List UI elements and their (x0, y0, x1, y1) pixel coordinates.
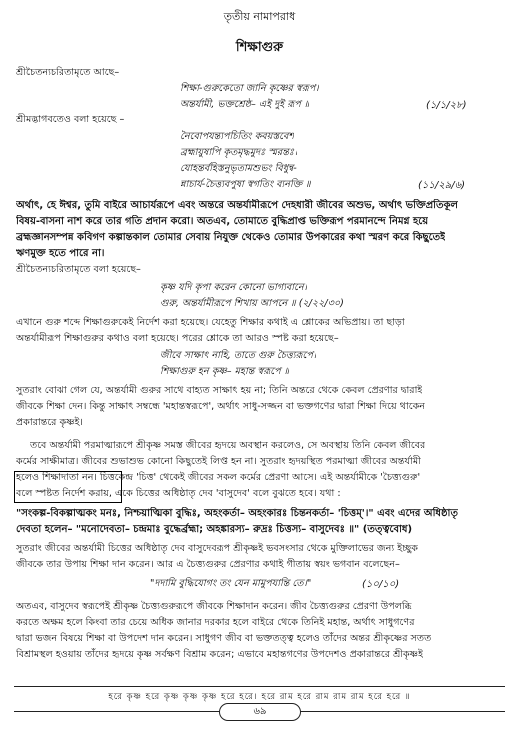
verse-reference: (১১/২৯/৬) (418, 180, 466, 191)
text-line: অতএব, বাসুদেব স্বরূপেই শ্রীকৃষ্ণ চৈত্ত্যগুরুরূপে জীবকে শিক্ষাদান করেন। জীব চৈত্ত্যগুরুর প্রেরণা উপলব্ধি (16, 601, 412, 612)
text-line: কর্মের সাক্ষীমাত্র। জীবের শুভাশুভ কোনো কিছুতেই লিপ্ত হন না। সুতরাং হৃদয়স্থিত পরমাত্মা জীবের অন্তর্যামী (16, 456, 421, 467)
text-line: করতে অক্ষম হলে কিংবা তার চেয়ে অধিক জানার দরকার হলে বাইরে থেকে তিনিই মহান্ত, অর্থাৎ সাধুগণের (16, 617, 415, 628)
text-line: শ্রীচৈতন্যচরিতামৃতে বলা হয়েছে– (16, 264, 141, 275)
text-line: শ্রীচৈতন্যচরিতামৃতে আছে– (16, 67, 120, 78)
text-line: শ্রীমদ্ভাগবতেও বলা হয়েছে – (16, 114, 125, 125)
text-line: জীবকে তার উপায় শিক্ষা দান করেন। আর এ চৈত্ত্যগুরুর প্রেরণার কথাই গীতায় স্বয়ং ভগবান বলেছেন– (16, 559, 400, 570)
text-line: দ্বারা ভজন বিষয়ে শিক্ষা বা উপদেশ দান করেন। সাধুগণ জীব বা ভক্ততত্ত্ব হলেও তাঁদের অন্তর শ্রীকৃষ্ণের সতত (16, 633, 432, 644)
running-header: তৃতীয় নামাপরাধ (223, 10, 296, 23)
bold-text-line: ঋণমুক্ত হতে পারে না। (16, 248, 105, 259)
verse-line: "দদামি বুদ্ধিযোগং তং যেন মামুপযান্তি তে।" (150, 578, 312, 589)
text-line: এখানে গুরু শব্দে শিক্ষাগুরুকেই নির্দেশ করা হয়েছে। যেহেতু শিক্ষার কথাই এ শ্লোকের অভিপ্রায়। তা ছাড়া (16, 317, 405, 328)
bold-text-line: ব্রহ্মজ্ঞানসম্পন্ন কবিগণ কল্পান্তকাল তোমার সেবায় নিযুক্ত থেকেও তোমার উপকারের কথা স্মরণ করে কিছুতেই (16, 232, 446, 243)
highlight-box (14, 471, 122, 503)
text-line: বলে স্পষ্টত নির্দেশ করায়, একে চিত্তের অধিষ্ঠাতৃ দেব 'বাসুদেব' বলে বুঝতে হবে। যথা : (16, 488, 341, 499)
verse-line: নৈবোপযন্ত্যপচিতিং কবয়স্তবেশ (180, 131, 295, 142)
footer-mantra: হরে কৃষ্ণ হরে কৃষ্ণ কৃষ্ণ কৃষ্ণ হরে হরে। হরে রাম হরে রাম রাম রাম হরে হরে ॥ (108, 692, 411, 702)
bold-text-line: অর্থাৎ, হে ঈশ্বর, তুমি বাইরে আচার্যরূপে এবং অন্তরে অন্তর্যামীরূপে দেহধারী জীবের অশুভ, অর্থাৎ ভক্তিপ্রতিকূল (16, 200, 458, 211)
verse-line: ব্রহ্মায়ুষাপি কৃতমৃদ্ধমুদঃ স্মরন্তঃ। (180, 147, 298, 158)
bold-text-line: দেবতা হলেন– "মনোদেবতা– চন্দ্রমাঃ বুদ্ধের্ব্রহ্মা; অহঙ্কারস্য– রুদ্রঃ চিত্তস্য– বাসুদেবঃ ॥" (তত্ত্ববোধ) (16, 524, 413, 535)
page-title: শিক্ষাগুরু (235, 40, 284, 55)
verse-line: অন্তর্যামী, ভক্তশ্রেষ্ঠ– এই দুই রূপ ॥ (180, 99, 310, 110)
page-number: ৬৯ (219, 703, 301, 721)
verse-line: শিক্ষা-গুরুকেতো জানি কৃষ্ণের স্বরূপ। (180, 83, 319, 94)
verse-line: কৃষ্ণ যদি কৃপা করেন কোনো ভাগ্যবানে। (160, 282, 308, 293)
verse-line: শিক্ষাগুরু হন কৃষ্ণ– মহান্ত স্বরূপে ॥ (160, 366, 290, 377)
verse-line: ন্নাচার্য-চৈত্ত্যবপুষা স্বগতিং ব্যনক্তি ॥ (180, 179, 311, 190)
verse-reference: (১০/১০) (362, 579, 400, 590)
text-line: হলেও শিক্ষাদাতা নন। চিত্তকেন্দ্র 'চিত্ত' থেকেই জীবের সকল কর্মের প্রেরণা আসে। এই অন্তর্যামীকে 'চৈত্ত্যগুরু' (16, 472, 421, 483)
verse-line: যোহন্তর্বহিস্তনুভৃতামশুভং বিধুন্ব- (180, 163, 297, 174)
footer-rule (14, 686, 505, 687)
text-line: তবে অন্তর্যামী পরমাত্মারূপে শ্রীকৃষ্ণ সমস্ত জীবের হৃদয়ে অবস্থান করলেও, সে অবস্থায় তিনি কেবল জীবের (30, 440, 426, 451)
bold-text-line: "সংকল্প-বিকল্পাত্মকং মনঃ, নিশ্চয়াত্মিকা বুদ্ধিঃ, অহংকর্তা– অহংকারঃ চিন্তনকর্তা– 'চিত্তম্'।" এবং এদের অধিষ্ঠাতৃ (16, 508, 458, 519)
text-line: সুতরাং বোঝা গেল যে, অন্তর্যামী গুরুর সাথে বাহ্যত সাক্ষাৎ হয় না; তিনি অন্তরে থেকে কেবল প্রেরণার দ্বারাই (16, 385, 423, 396)
verse-line: জীবে সাক্ষাৎ নাহি, তাতে গুরু চৈত্ত্যরূপে। (160, 350, 317, 361)
text-line: জীবকে শিক্ষা দেন। কিন্তু সাক্ষাৎ সম্বন্ধে 'মহান্তস্বরূপে', অর্থাৎ সাধু-সজ্জন বা ভক্তগণের দ্বারা শিক্ষা দিয়ে থাকেন (16, 401, 426, 412)
verse-line: গুরু, অন্তর্যামীরূপে শিখায় আপনে ॥ (২/২২/৩০) (160, 298, 344, 309)
verse-reference: (১/১/২৮) (426, 100, 467, 111)
text-line: অন্তর্যামীরূপ শিক্ষাগুরুর কথাও বলা হয়েছে। পরের শ্লোকে তা আরও স্পষ্ট করা হয়েছে– (16, 333, 339, 344)
text-line: সুতরাং জীবের অন্তর্যামী চিত্তের অধিষ্ঠাতৃ দেব বাসুদেবরূপ শ্রীকৃষ্ণই ভবসংসার থেকে মুক্তিলাভের জন্য ইচ্ছুক (16, 543, 418, 554)
text-line: প্রকারান্তরে কৃষ্ণই। (16, 417, 83, 428)
text-line: বিশ্রামস্থল হওয়ায় তাঁদের হৃদয়ে কৃষ্ণ সর্বক্ষণ বিশ্রাম করেন; এভাবে মহান্তগণের উপদেশও প্রকারান্তরে শ্রীকৃষ্ণই (16, 649, 424, 660)
bold-text-line: বিষয়-বাসনা নাশ করে তার গতি প্রদান করো। অতএব, তোমাতে বুদ্ধিপ্রাপ্ত ভক্তিরূপ পরমানন্দে নিমগ্ন হয়ে (16, 216, 429, 227)
